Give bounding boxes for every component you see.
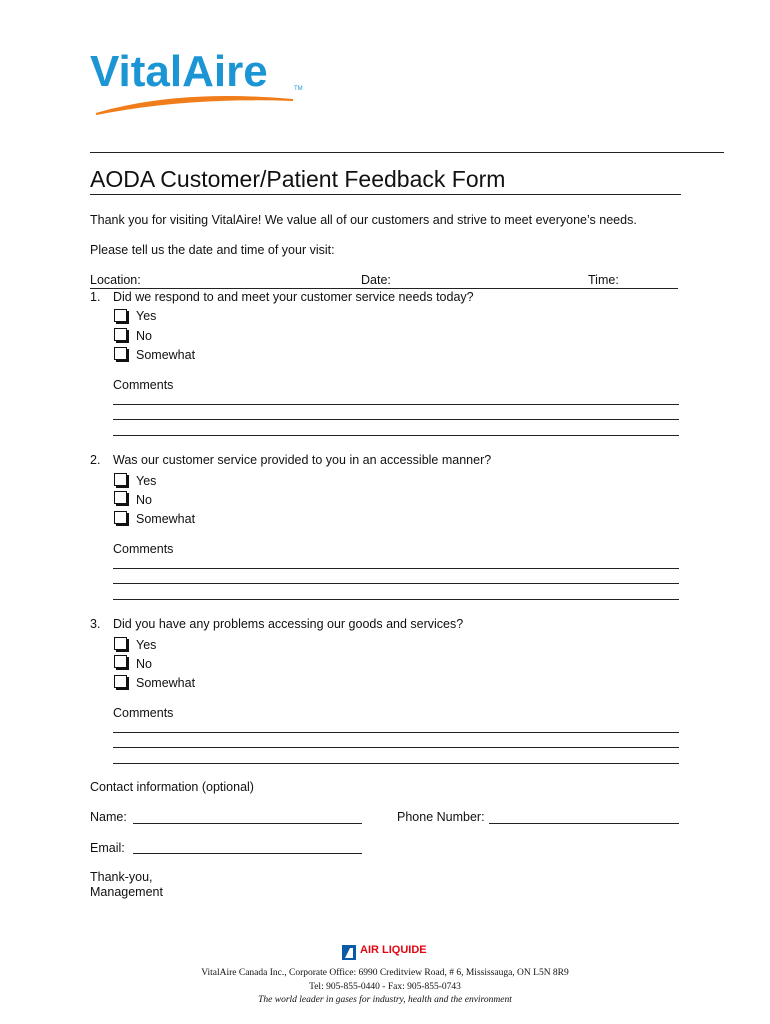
q2-comment-line-3[interactable] (113, 599, 679, 600)
date-label: Date: (361, 273, 391, 287)
q3-somewhat-checkbox[interactable] (114, 675, 127, 688)
q3-no-label: No (136, 657, 152, 671)
q2-yes-checkbox[interactable] (114, 473, 127, 486)
q1-comments-label: Comments (113, 378, 174, 392)
footer-contact: Tel: 905-855-0440 - Fax: 905-855-0743 (309, 982, 461, 992)
logo-tm: TM (294, 86, 303, 92)
q1-yes-label: Yes (136, 309, 157, 323)
vitalaire-logo (88, 38, 318, 123)
q3-comment-line-3[interactable] (113, 763, 679, 764)
time-label: Time: (588, 273, 619, 287)
q2-no-label: No (136, 493, 152, 507)
visit-prompt: Please tell us the date and time of your visit: (90, 243, 335, 257)
q2-comments-label: Comments (113, 542, 174, 556)
q1-comment-line-1[interactable] (113, 404, 679, 405)
q1-text: Did we respond to and meet your customer service needs today? (113, 290, 474, 304)
q3-comment-line-2[interactable] (113, 747, 679, 748)
q1-number: 1. (90, 290, 101, 304)
footer-address: VitalAire Canada Inc., Corporate Office: 6990 Creditview Road, # 6, Mississauga, ON L5N 8R9 (201, 968, 569, 978)
q2-text: Was our customer service provided to you in an accessible manner? (113, 453, 492, 467)
logo-swoosh (96, 97, 293, 114)
q3-somewhat-label: Somewhat (136, 676, 196, 690)
name-label: Name: (90, 810, 127, 824)
q1-comment-line-2[interactable] (113, 419, 679, 420)
q2-comment-line-2[interactable] (113, 583, 679, 584)
closing-thanks: Thank-you, (90, 870, 153, 884)
air-liquide-logo (340, 935, 430, 963)
q1-somewhat-label: Somewhat (136, 348, 196, 362)
q3-text: Did you have any problems accessing our goods and services? (113, 617, 464, 631)
q2-comment-line-1[interactable] (113, 568, 679, 569)
closing-signature: Management (90, 885, 163, 899)
contact-heading: Contact information (optional) (90, 780, 254, 794)
q2-number: 2. (90, 453, 101, 467)
q3-yes-label: Yes (136, 638, 157, 652)
q1-yes-checkbox[interactable] (114, 309, 127, 322)
footer-tagline: The world leader in gases for industry, health and the environment (258, 995, 512, 1005)
visit-info-line[interactable] (90, 288, 678, 289)
q2-yes-label: Yes (136, 474, 157, 488)
q2-somewhat-checkbox[interactable] (114, 511, 127, 524)
form-title: AODA Customer/Patient Feedback Form (90, 166, 506, 192)
q1-no-label: No (136, 329, 152, 343)
q3-comments-label: Comments (113, 706, 174, 720)
q3-no-checkbox[interactable] (114, 655, 127, 668)
phone-field[interactable] (489, 823, 679, 824)
q3-comment-line-1[interactable] (113, 732, 679, 733)
location-label: Location: (90, 273, 141, 287)
name-field[interactable] (133, 823, 362, 824)
title-underline (90, 194, 681, 195)
q3-yes-checkbox[interactable] (114, 637, 127, 650)
q1-somewhat-checkbox[interactable] (114, 347, 127, 360)
q3-number: 3. (90, 617, 101, 631)
logo-brand-text: VitalAire (90, 47, 268, 96)
q1-no-checkbox[interactable] (114, 328, 127, 341)
email-label: Email: (90, 841, 125, 855)
q2-no-checkbox[interactable] (114, 491, 127, 504)
header-rule (90, 152, 724, 153)
q1-comment-line-3[interactable] (113, 435, 679, 436)
intro-text: Thank you for visiting VitalAire! We value all of our customers and strive to meet everyone’s needs. (90, 213, 637, 227)
phone-label: Phone Number: (397, 810, 485, 824)
air-liquide-text: AIR LIQUIDE (360, 944, 427, 956)
q2-somewhat-label: Somewhat (136, 512, 196, 526)
email-field[interactable] (133, 853, 362, 854)
